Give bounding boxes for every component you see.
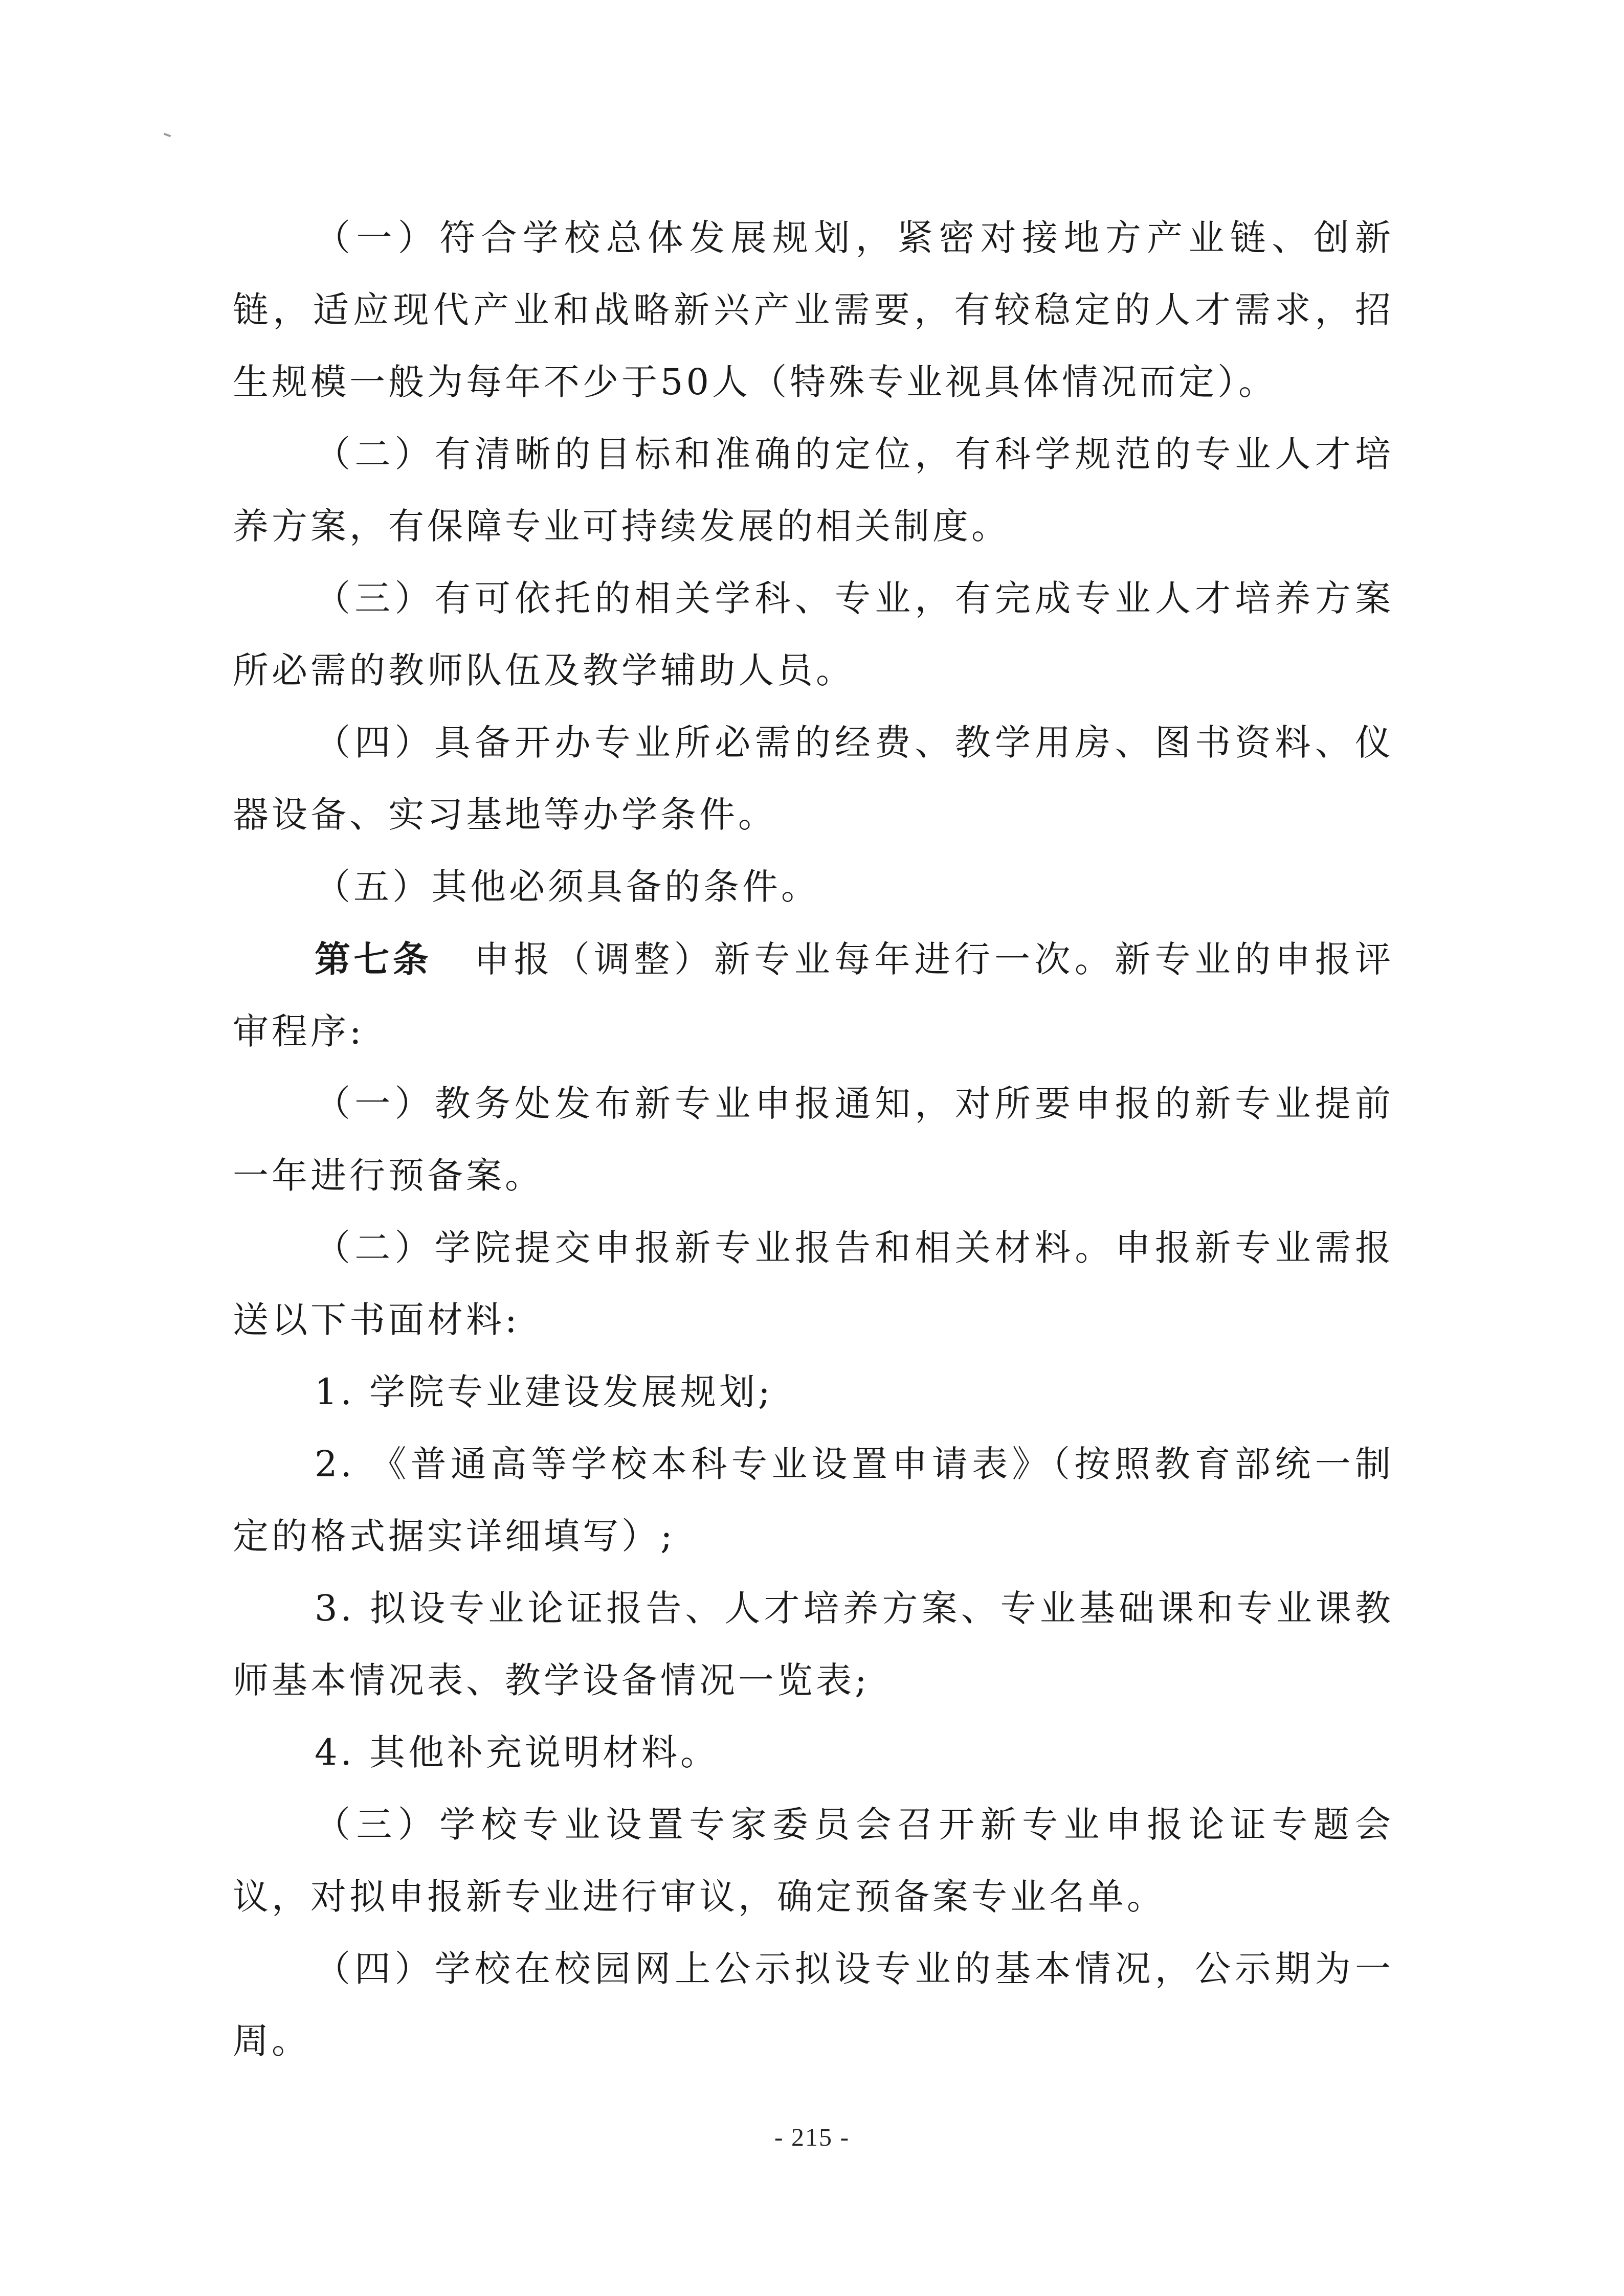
page-number: - 215 - <box>774 2123 850 2151</box>
scan-speck <box>164 133 171 138</box>
article-seven <box>233 923 1394 1068</box>
list-item-material-1: 1. 学院专业建设发展规划; <box>315 1371 773 1413</box>
paragraph-procedure-3: （三）学校专业设置专家委员会召开新专业申报论证专题会议，对拟申报新专业进行审议，确定预备案专业名单。 <box>233 1804 1394 1918</box>
list-item-material-4: 4. 其他补充说明材料。 <box>315 1731 720 1773</box>
list-item-material-2: 2. 《普通高等学校本科专业设置申请表》（按照教育部统一制定的格式据实详细填写）; <box>233 1443 1394 1557</box>
article-seven-text: 申报（调整）新专业每年进行一次。新专业的申报评审程序: <box>233 938 1394 1052</box>
article-seven-heading: 第七条 <box>315 938 432 980</box>
paragraph-condition-1: （一）符合学校总体发展规划，紧密对接地方产业链、创新链，适应现代产业和战略新兴产业需要，有较稳定的人才需求，招生规模一般为每年不少于50人（特殊专业视具体情况而定）。 <box>233 217 1394 403</box>
paragraph-procedure-2: （二）学院提交申报新专业报告和相关材料。申报新专业需报送以下书面材料: <box>233 1227 1394 1341</box>
list-item-material-3: 3. 拟设专业论证报告、人才培养方案、专业基础课和专业课教师基本情况表、教学设备情况一览表; <box>233 1587 1394 1701</box>
paragraph-procedure-4: （四）学校在校园网上公示拟设专业的基本情况，公示期为一周。 <box>233 1948 1394 2062</box>
paragraph-condition-5: （五）其他必须具备的条件。 <box>315 866 820 908</box>
paragraph-procedure-1: （一）教务处发布新专业申报通知，对所要申报的新专业提前一年进行预备案。 <box>233 1083 1394 1197</box>
paragraph-condition-3: （三）有可依托的相关学科、专业，有完成专业人才培养方案所必需的教师队伍及教学辅助人员。 <box>233 577 1394 691</box>
paragraph-condition-2: （二）有清晰的目标和准确的定位，有科学规范的专业人才培养方案，有保障专业可持续发展的相关制度。 <box>233 433 1394 547</box>
paragraph-condition-4: （四）具备开办专业所必需的经费、教学用房、图书资料、仪器设备、实习基地等办学条件。 <box>233 722 1394 836</box>
document-body <box>233 202 1394 2077</box>
